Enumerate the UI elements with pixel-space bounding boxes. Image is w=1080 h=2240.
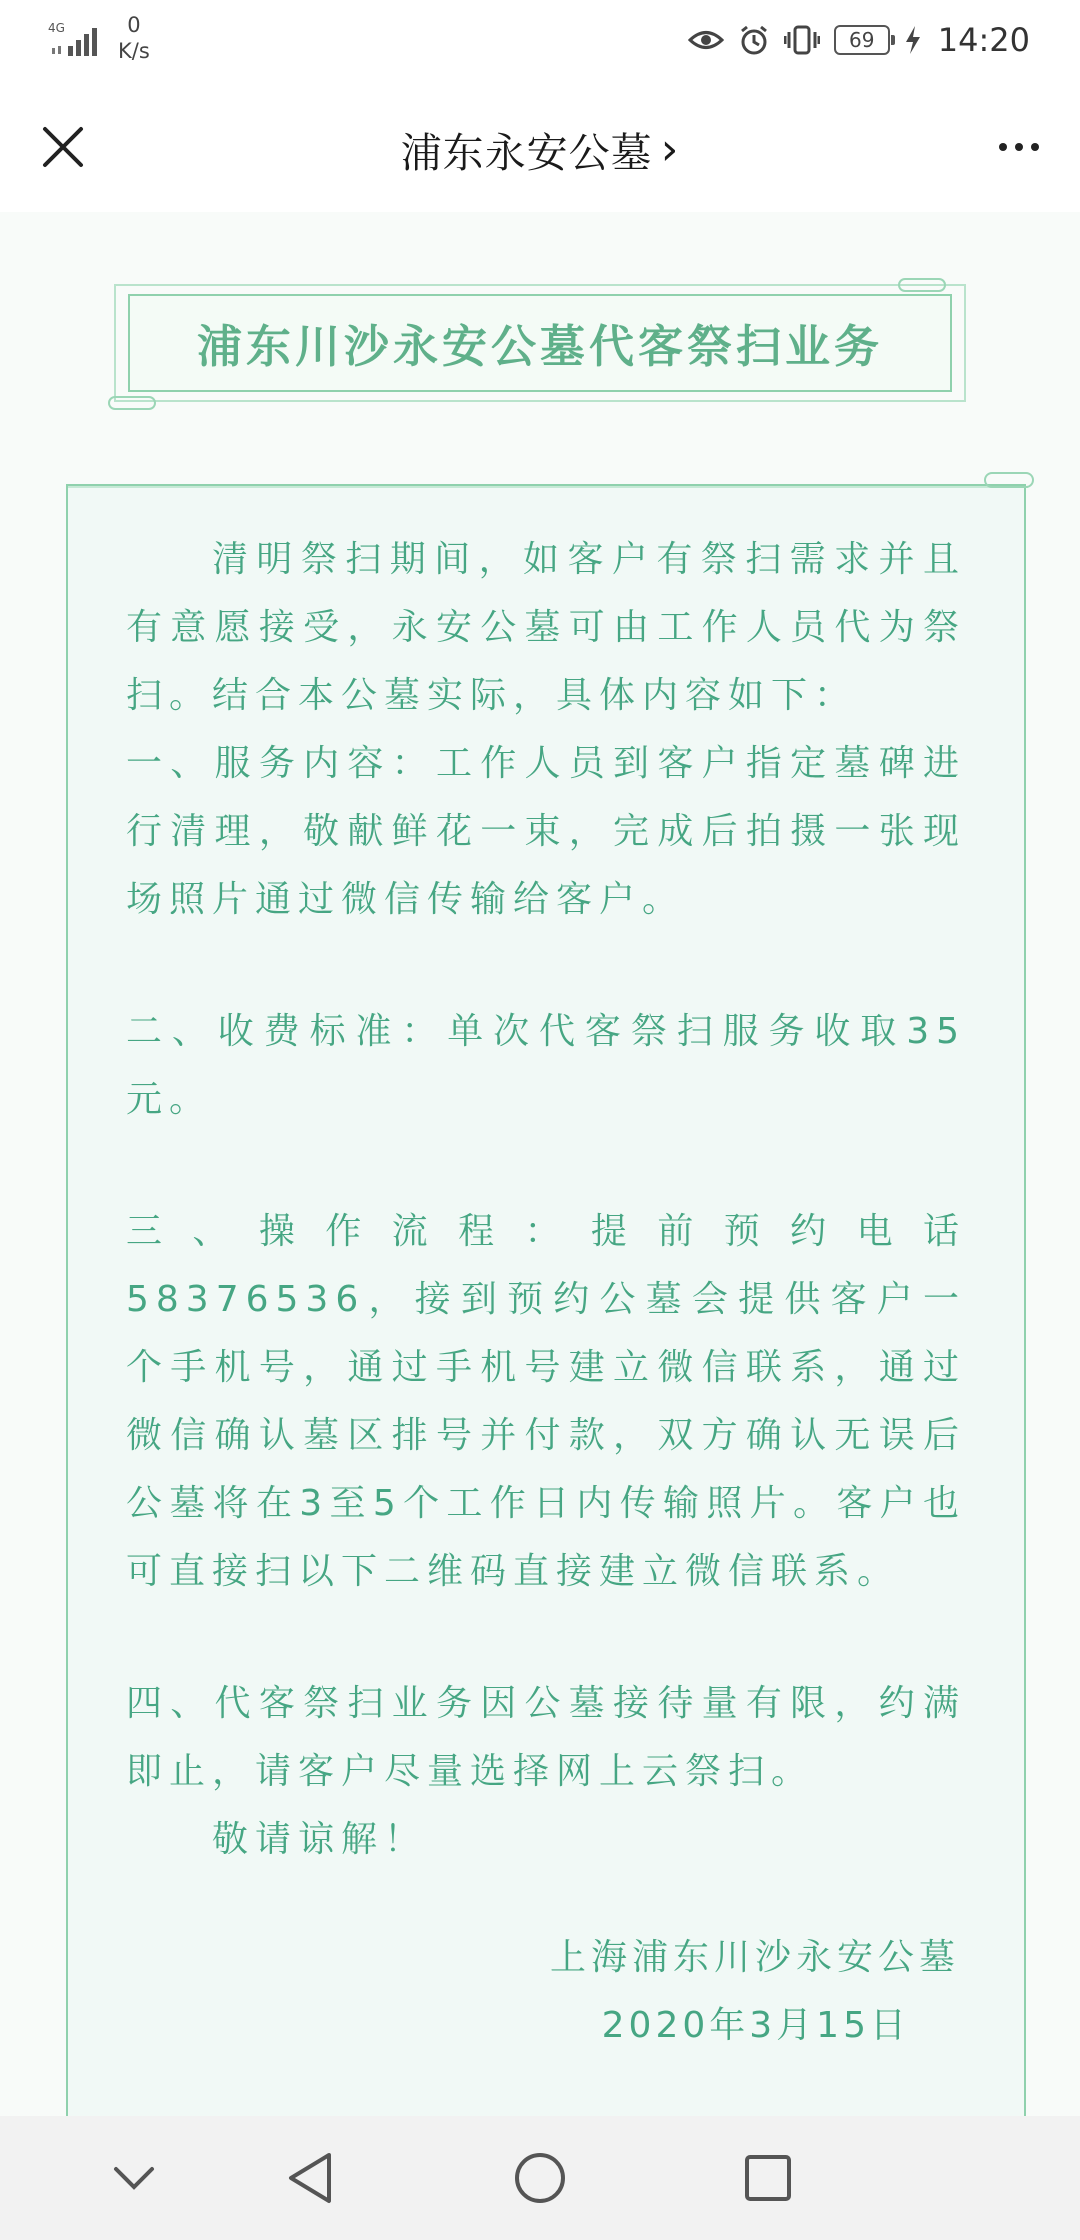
paragraph-gap [126, 1606, 966, 1670]
paragraph-gap [126, 1134, 966, 1198]
date: 2020年3月15日 [601, 2005, 910, 2046]
collapse-button[interactable] [98, 2142, 170, 2214]
paragraph-gap [126, 1874, 966, 1924]
more-icon-dot [999, 143, 1007, 151]
paragraph-fee: 二、收费标准：单次代客祭扫服务收取35元。 [126, 1011, 966, 1120]
more-button[interactable] [984, 116, 1054, 178]
paragraph-intro: 清明祭扫期间，如客户有祭扫需求并且有意愿接受，永安公墓可由工作人员代为祭扫。结合本公墓实际，具体内容如下： [126, 539, 966, 716]
recents-square-icon [743, 2153, 793, 2203]
paragraph-gap [126, 934, 966, 998]
banner-ornament [898, 278, 946, 292]
more-icon-dot [1015, 143, 1023, 151]
paragraph-limit: 四、代客祭扫业务因公墓接待量有限，约满即止，请客户尽量选择网上云祭扫。 [126, 1683, 966, 1792]
notice-text [126, 526, 966, 2060]
notice-box [66, 484, 1026, 2116]
title-bar [0, 82, 1080, 212]
signal-icon [48, 20, 104, 60]
signature: 上海浦东川沙永安公墓 [549, 1937, 960, 1978]
vibrate-icon [784, 24, 820, 56]
notice-box-top-rule [68, 486, 1028, 498]
box-ornament [984, 472, 1034, 488]
net-speed-value: 0 [127, 13, 141, 37]
back-button[interactable] [274, 2142, 346, 2214]
banner-ornament [108, 396, 156, 410]
charging-icon [904, 25, 922, 55]
home-button[interactable] [504, 2142, 576, 2214]
paragraph-service-content: 一、服务内容：工作人员到客户指定墓碑进行清理，敬献鲜花一束，完成后拍摄一张现场照片通过微信传输给客户。 [126, 743, 966, 920]
clock-time: 14:20 [937, 21, 1030, 59]
back-triangle-icon [285, 2151, 335, 2205]
net-speed [118, 12, 150, 64]
account-title-link[interactable] [401, 120, 680, 179]
chevron-right-icon: › [660, 124, 680, 175]
status-bar [0, 0, 1080, 82]
recents-button[interactable] [732, 2142, 804, 2214]
home-circle-icon [513, 2151, 567, 2205]
paragraph-procedure: 三、操作流程：提前预约电话58376536，接到预约公墓会提供客户一个手机号，通过手机号建立微信联系，通过微信确认墓区排号并付款，双方确认无误后公墓将在3至5个工作日内传输照片。客户也可直接扫以下二维码直接建立微信联系。 [126, 1211, 966, 1592]
battery-icon: 69 [834, 25, 890, 55]
eye-icon [688, 27, 724, 53]
network-type: 4G [48, 21, 65, 35]
paragraph-closing: 敬请谅解！ [212, 1819, 428, 1860]
article-content[interactable] [0, 212, 1080, 2116]
net-speed-unit: K/s [118, 39, 150, 63]
banner-title: 浦东川沙永安公墓代客祭扫业务 [196, 320, 883, 373]
alarm-icon [738, 24, 770, 56]
page-title: 浦东永安公墓 [400, 129, 653, 177]
system-nav-bar [0, 2116, 1080, 2240]
chevron-down-icon [112, 2163, 156, 2193]
banner [114, 284, 966, 402]
more-icon-dot [1031, 143, 1039, 151]
